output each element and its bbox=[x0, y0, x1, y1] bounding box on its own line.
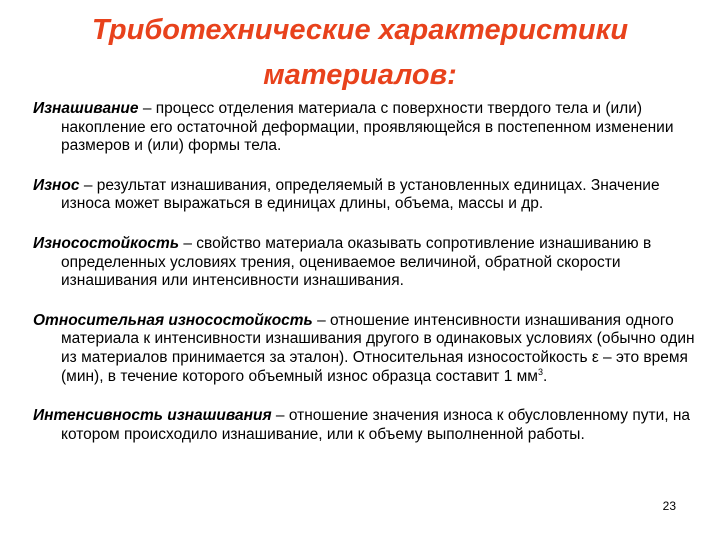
definition-term: Относительная износостойкость bbox=[33, 311, 313, 329]
definition-text: – результат изнашивания, определяемый в установленных единицах. Значение износа может выражаться в единицах длины, объема, массы и др. bbox=[61, 176, 660, 213]
definition-text: – отношение значения износа к обусловленному пути, на котором происходило изнашивание, или к объему выполненной работы. bbox=[61, 407, 691, 443]
definition-text: – свойство материала оказывать сопротивление изнашиванию в определенных условиях трения, оцениваемое величиной, обратной скорости изнашивания или интенсивности изнашивания. bbox=[61, 234, 652, 290]
definitions-list bbox=[33, 100, 705, 465]
slide-title bbox=[20, 8, 700, 98]
slide-title-line-2: материалов: bbox=[263, 59, 457, 91]
definition-term: Износ bbox=[33, 176, 80, 194]
definition-wear-resistance bbox=[33, 235, 705, 291]
definition-text-tail: . bbox=[542, 367, 548, 385]
definition-wear-intensity bbox=[33, 407, 705, 444]
definition-text: – отношение интенсивности изнашивания одного материала к интенсивности изнашивания другого в одинаковых условиях (обычно один из материалов принимается за эталон). Относительная износостойкость ε – это время (мин), в течение которого объемный износ образца составит 1 мм bbox=[61, 311, 695, 385]
superscript-exponent: 3 bbox=[537, 366, 543, 377]
definition-term: Изнашивание bbox=[33, 100, 139, 117]
definition-text: – процесс отделения материала с поверхности твердого тела и (или) накопление его остаточной деформации, проявляющейся в постепенном изменении размеров и (или) формы тела. bbox=[61, 100, 674, 155]
definition-term: Износостойкость bbox=[33, 234, 180, 252]
page-number: 23 bbox=[662, 499, 676, 513]
slide-title-line-1: Триботехнические характеристики bbox=[91, 14, 629, 46]
definition-term: Интенсивность изнашивания bbox=[33, 407, 272, 425]
definition-wear bbox=[33, 177, 705, 214]
definition-wear-process bbox=[33, 100, 705, 156]
definition-relative-wear-resistance bbox=[33, 312, 705, 386]
